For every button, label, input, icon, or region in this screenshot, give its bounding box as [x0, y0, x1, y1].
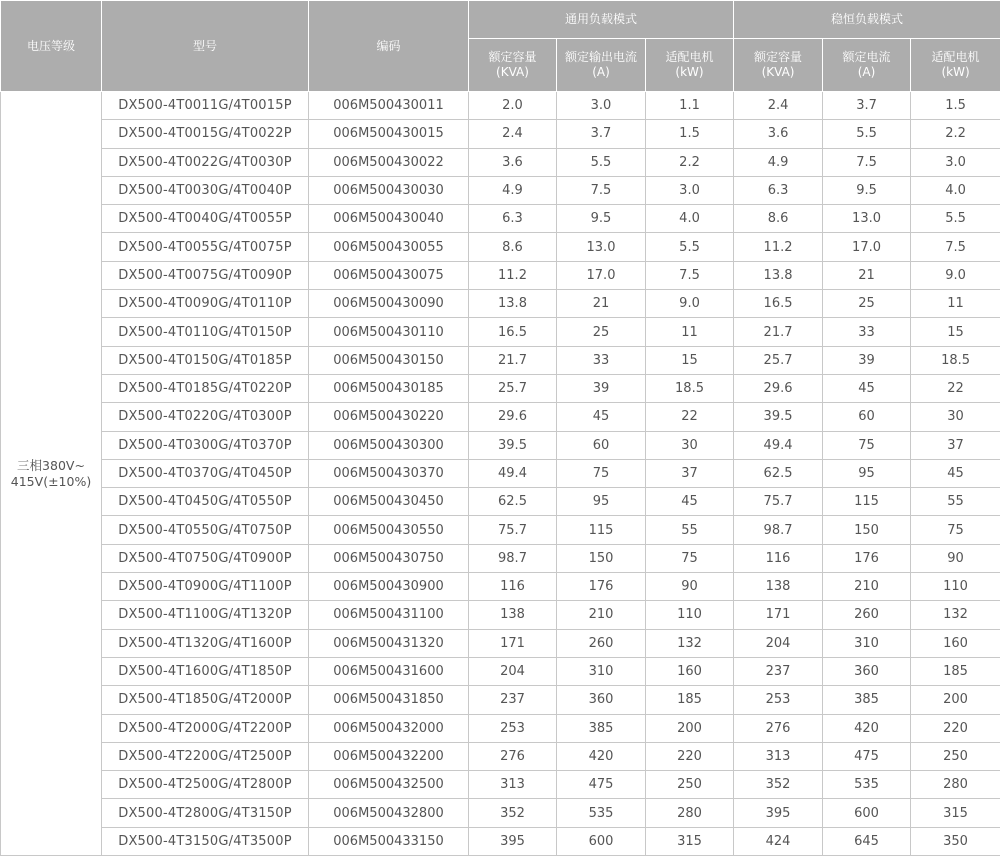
- stable-motor-cell: 45: [911, 459, 1000, 487]
- stable-motor-cell: 22: [911, 374, 1000, 402]
- table-row: [1, 629, 1000, 657]
- general-current-cell: 17.0: [557, 261, 646, 289]
- stable-current-cell: 95: [823, 459, 911, 487]
- stable-current-cell: 17.0: [823, 233, 911, 261]
- table-row: [1, 290, 1000, 318]
- general-current-cell: 260: [557, 629, 646, 657]
- stable-motor-cell: 315: [911, 799, 1000, 827]
- general-capacity-cell: 313: [469, 771, 557, 799]
- table-row: [1, 601, 1000, 629]
- general-current-cell: 3.7: [557, 120, 646, 148]
- table-row: [1, 176, 1000, 204]
- model-cell: DX500-4T0011G/4T0015P: [102, 92, 309, 120]
- general-motor-cell: 22: [646, 403, 734, 431]
- code-cell: 006M500430055: [309, 233, 469, 261]
- table-row: [1, 516, 1000, 544]
- code-cell: 006M500430110: [309, 318, 469, 346]
- stable-capacity-cell: 171: [734, 601, 823, 629]
- table-row: [1, 403, 1000, 431]
- table-body: [1, 92, 1000, 856]
- header-unit: (A): [857, 65, 876, 79]
- stable-current-cell: 150: [823, 516, 911, 544]
- header-label: 适配电机: [931, 50, 980, 64]
- general-motor-cell: 132: [646, 629, 734, 657]
- stable-current-cell: 39: [823, 346, 911, 374]
- general-capacity-cell: 204: [469, 657, 557, 685]
- header-general-capacity: [469, 39, 557, 92]
- general-capacity-cell: 237: [469, 686, 557, 714]
- stable-current-cell: 60: [823, 403, 911, 431]
- model-cell: DX500-4T0370G/4T0450P: [102, 459, 309, 487]
- model-cell: DX500-4T1850G/4T2000P: [102, 686, 309, 714]
- general-capacity-cell: 8.6: [469, 233, 557, 261]
- table-row: [1, 233, 1000, 261]
- table-row: [1, 799, 1000, 827]
- code-cell: 006M500431850: [309, 686, 469, 714]
- stable-capacity-cell: 204: [734, 629, 823, 657]
- model-cell: DX500-4T0075G/4T0090P: [102, 261, 309, 289]
- stable-current-cell: 21: [823, 261, 911, 289]
- code-cell: 006M500430040: [309, 205, 469, 233]
- general-motor-cell: 7.5: [646, 261, 734, 289]
- general-motor-cell: 37: [646, 459, 734, 487]
- code-cell: 006M500431100: [309, 601, 469, 629]
- header-unit: (KVA): [496, 65, 529, 79]
- code-cell: 006M500430750: [309, 544, 469, 572]
- table-row: [1, 686, 1000, 714]
- general-capacity-cell: 116: [469, 573, 557, 601]
- stable-capacity-cell: 313: [734, 742, 823, 770]
- code-cell: 006M500430220: [309, 403, 469, 431]
- code-cell: 006M500431320: [309, 629, 469, 657]
- code-cell: 006M500432200: [309, 742, 469, 770]
- general-motor-cell: 5.5: [646, 233, 734, 261]
- general-capacity-cell: 4.9: [469, 176, 557, 204]
- stable-current-cell: 260: [823, 601, 911, 629]
- model-cell: DX500-4T0300G/4T0370P: [102, 431, 309, 459]
- general-capacity-cell: 2.4: [469, 120, 557, 148]
- stable-motor-cell: 18.5: [911, 346, 1000, 374]
- general-capacity-cell: 25.7: [469, 374, 557, 402]
- general-capacity-cell: 98.7: [469, 544, 557, 572]
- general-current-cell: 60: [557, 431, 646, 459]
- general-motor-cell: 18.5: [646, 374, 734, 402]
- code-cell: 006M500430900: [309, 573, 469, 601]
- stable-motor-cell: 15: [911, 318, 1000, 346]
- stable-current-cell: 45: [823, 374, 911, 402]
- stable-capacity-cell: 75.7: [734, 488, 823, 516]
- stable-current-cell: 210: [823, 573, 911, 601]
- table-row: [1, 261, 1000, 289]
- stable-capacity-cell: 21.7: [734, 318, 823, 346]
- general-capacity-cell: 138: [469, 601, 557, 629]
- general-motor-cell: 315: [646, 827, 734, 855]
- header-label: 额定容量: [488, 50, 537, 64]
- stable-capacity-cell: 16.5: [734, 290, 823, 318]
- stable-motor-cell: 9.0: [911, 261, 1000, 289]
- table-row: [1, 346, 1000, 374]
- stable-capacity-cell: 11.2: [734, 233, 823, 261]
- general-motor-cell: 55: [646, 516, 734, 544]
- stable-motor-cell: 110: [911, 573, 1000, 601]
- stable-capacity-cell: 29.6: [734, 374, 823, 402]
- code-cell: 006M500430090: [309, 290, 469, 318]
- general-motor-cell: 1.5: [646, 120, 734, 148]
- general-capacity-cell: 49.4: [469, 459, 557, 487]
- model-cell: DX500-4T0022G/4T0030P: [102, 148, 309, 176]
- model-cell: DX500-4T2200G/4T2500P: [102, 742, 309, 770]
- header-label: 额定电流: [842, 50, 891, 64]
- general-motor-cell: 11: [646, 318, 734, 346]
- general-current-cell: 535: [557, 799, 646, 827]
- header-label: 适配电机: [665, 50, 714, 64]
- stable-current-cell: 360: [823, 657, 911, 685]
- model-cell: DX500-4T1320G/4T1600P: [102, 629, 309, 657]
- general-current-cell: 3.0: [557, 92, 646, 120]
- header-voltage-level: 电压等级: [1, 1, 102, 92]
- general-capacity-cell: 3.6: [469, 148, 557, 176]
- header-code: 编码: [309, 1, 469, 92]
- stable-capacity-cell: 98.7: [734, 516, 823, 544]
- general-current-cell: 9.5: [557, 205, 646, 233]
- model-cell: DX500-4T1600G/4T1850P: [102, 657, 309, 685]
- general-motor-cell: 280: [646, 799, 734, 827]
- stable-current-cell: 385: [823, 686, 911, 714]
- stable-motor-cell: 90: [911, 544, 1000, 572]
- stable-current-cell: 176: [823, 544, 911, 572]
- model-cell: DX500-4T0015G/4T0022P: [102, 120, 309, 148]
- stable-capacity-cell: 25.7: [734, 346, 823, 374]
- model-cell: DX500-4T0220G/4T0300P: [102, 403, 309, 431]
- stable-current-cell: 475: [823, 742, 911, 770]
- stable-capacity-cell: 6.3: [734, 176, 823, 204]
- stable-current-cell: 25: [823, 290, 911, 318]
- table-header: [1, 1, 1000, 92]
- general-motor-cell: 4.0: [646, 205, 734, 233]
- general-motor-cell: 3.0: [646, 176, 734, 204]
- code-cell: 006M500430015: [309, 120, 469, 148]
- general-current-cell: 475: [557, 771, 646, 799]
- model-cell: DX500-4T0055G/4T0075P: [102, 233, 309, 261]
- general-current-cell: 21: [557, 290, 646, 318]
- stable-capacity-cell: 253: [734, 686, 823, 714]
- header-unit: (A): [592, 65, 610, 79]
- model-cell: DX500-4T0450G/4T0550P: [102, 488, 309, 516]
- general-current-cell: 45: [557, 403, 646, 431]
- stable-motor-cell: 55: [911, 488, 1000, 516]
- stable-motor-cell: 160: [911, 629, 1000, 657]
- general-motor-cell: 9.0: [646, 290, 734, 318]
- general-motor-cell: 1.1: [646, 92, 734, 120]
- table-row: [1, 827, 1000, 855]
- stable-capacity-cell: 237: [734, 657, 823, 685]
- code-cell: 006M500430022: [309, 148, 469, 176]
- header-general-current: [557, 39, 646, 92]
- header-label: 额定输出电流: [564, 50, 637, 64]
- general-current-cell: 39: [557, 374, 646, 402]
- stable-current-cell: 115: [823, 488, 911, 516]
- stable-motor-cell: 350: [911, 827, 1000, 855]
- general-motor-cell: 90: [646, 573, 734, 601]
- header-stable-motor: [911, 39, 1000, 92]
- general-current-cell: 420: [557, 742, 646, 770]
- stable-motor-cell: 185: [911, 657, 1000, 685]
- general-capacity-cell: 62.5: [469, 488, 557, 516]
- table-row: [1, 205, 1000, 233]
- stable-current-cell: 33: [823, 318, 911, 346]
- general-motor-cell: 185: [646, 686, 734, 714]
- table-row: [1, 459, 1000, 487]
- stable-capacity-cell: 4.9: [734, 148, 823, 176]
- general-capacity-cell: 276: [469, 742, 557, 770]
- stable-current-cell: 420: [823, 714, 911, 742]
- table-row: [1, 92, 1000, 120]
- general-capacity-cell: 2.0: [469, 92, 557, 120]
- general-motor-cell: 110: [646, 601, 734, 629]
- stable-current-cell: 535: [823, 771, 911, 799]
- general-current-cell: 150: [557, 544, 646, 572]
- general-current-cell: 360: [557, 686, 646, 714]
- header-stable-current: [823, 39, 911, 92]
- general-motor-cell: 2.2: [646, 148, 734, 176]
- model-cell: DX500-4T2000G/4T2200P: [102, 714, 309, 742]
- table-row: [1, 431, 1000, 459]
- header-unit: (KVA): [761, 65, 795, 79]
- stable-motor-cell: 5.5: [911, 205, 1000, 233]
- header-general-mode: 通用负载模式: [469, 1, 734, 39]
- model-cell: DX500-4T1100G/4T1320P: [102, 601, 309, 629]
- code-cell: 006M500430150: [309, 346, 469, 374]
- general-current-cell: 13.0: [557, 233, 646, 261]
- table-row: [1, 573, 1000, 601]
- code-cell: 006M500432800: [309, 799, 469, 827]
- general-capacity-cell: 253: [469, 714, 557, 742]
- table-row: [1, 771, 1000, 799]
- header-label: 额定容量: [754, 50, 803, 64]
- model-cell: DX500-4T0090G/4T0110P: [102, 290, 309, 318]
- model-cell: DX500-4T2500G/4T2800P: [102, 771, 309, 799]
- header-unit: (kW): [675, 65, 704, 79]
- general-motor-cell: 15: [646, 346, 734, 374]
- stable-current-cell: 645: [823, 827, 911, 855]
- code-cell: 006M500432000: [309, 714, 469, 742]
- table-row: [1, 148, 1000, 176]
- stable-motor-cell: 75: [911, 516, 1000, 544]
- stable-motor-cell: 30: [911, 403, 1000, 431]
- general-capacity-cell: 16.5: [469, 318, 557, 346]
- stable-current-cell: 600: [823, 799, 911, 827]
- general-capacity-cell: 13.8: [469, 290, 557, 318]
- code-cell: 006M500433150: [309, 827, 469, 855]
- stable-capacity-cell: 49.4: [734, 431, 823, 459]
- stable-motor-cell: 250: [911, 742, 1000, 770]
- general-current-cell: 115: [557, 516, 646, 544]
- stable-capacity-cell: 138: [734, 573, 823, 601]
- table-row: [1, 488, 1000, 516]
- voltage-line: 三相380V~: [17, 457, 85, 473]
- stable-motor-cell: 3.0: [911, 148, 1000, 176]
- stable-motor-cell: 220: [911, 714, 1000, 742]
- stable-motor-cell: 2.2: [911, 120, 1000, 148]
- general-capacity-cell: 352: [469, 799, 557, 827]
- general-motor-cell: 30: [646, 431, 734, 459]
- general-capacity-cell: 29.6: [469, 403, 557, 431]
- code-cell: 006M500430075: [309, 261, 469, 289]
- stable-capacity-cell: 424: [734, 827, 823, 855]
- general-capacity-cell: 171: [469, 629, 557, 657]
- general-current-cell: 25: [557, 318, 646, 346]
- model-cell: DX500-4T0150G/4T0185P: [102, 346, 309, 374]
- stable-motor-cell: 7.5: [911, 233, 1000, 261]
- general-capacity-cell: 395: [469, 827, 557, 855]
- model-cell: DX500-4T0550G/4T0750P: [102, 516, 309, 544]
- code-cell: 006M500430030: [309, 176, 469, 204]
- stable-motor-cell: 132: [911, 601, 1000, 629]
- general-current-cell: 95: [557, 488, 646, 516]
- stable-capacity-cell: 395: [734, 799, 823, 827]
- stable-current-cell: 75: [823, 431, 911, 459]
- stable-motor-cell: 11: [911, 290, 1000, 318]
- general-current-cell: 7.5: [557, 176, 646, 204]
- table-row: [1, 120, 1000, 148]
- general-current-cell: 5.5: [557, 148, 646, 176]
- code-cell: 006M500430370: [309, 459, 469, 487]
- general-capacity-cell: 75.7: [469, 516, 557, 544]
- table-row: [1, 318, 1000, 346]
- general-current-cell: 176: [557, 573, 646, 601]
- stable-motor-cell: 280: [911, 771, 1000, 799]
- stable-motor-cell: 4.0: [911, 176, 1000, 204]
- general-current-cell: 385: [557, 714, 646, 742]
- table-row: [1, 374, 1000, 402]
- stable-motor-cell: 1.5: [911, 92, 1000, 120]
- stable-current-cell: 5.5: [823, 120, 911, 148]
- model-cell: DX500-4T0110G/4T0150P: [102, 318, 309, 346]
- code-cell: 006M500430450: [309, 488, 469, 516]
- model-cell: DX500-4T3150G/4T3500P: [102, 827, 309, 855]
- stable-current-cell: 9.5: [823, 176, 911, 204]
- model-cell: DX500-4T0185G/4T0220P: [102, 374, 309, 402]
- header-general-motor: [646, 39, 734, 92]
- stable-motor-cell: 37: [911, 431, 1000, 459]
- general-current-cell: 33: [557, 346, 646, 374]
- model-cell: DX500-4T0900G/4T1100P: [102, 573, 309, 601]
- stable-capacity-cell: 3.6: [734, 120, 823, 148]
- stable-capacity-cell: 2.4: [734, 92, 823, 120]
- general-capacity-cell: 21.7: [469, 346, 557, 374]
- stable-capacity-cell: 276: [734, 714, 823, 742]
- stable-motor-cell: 200: [911, 686, 1000, 714]
- header-unit: (kW): [941, 65, 970, 79]
- general-motor-cell: 45: [646, 488, 734, 516]
- voltage-level-cell: [1, 92, 102, 856]
- stable-current-cell: 310: [823, 629, 911, 657]
- model-cell: DX500-4T0750G/4T0900P: [102, 544, 309, 572]
- table-row: [1, 544, 1000, 572]
- voltage-line: 415V(±10%): [10, 473, 92, 489]
- general-motor-cell: 250: [646, 771, 734, 799]
- general-capacity-cell: 39.5: [469, 431, 557, 459]
- code-cell: 006M500432500: [309, 771, 469, 799]
- header-model: 型号: [102, 1, 309, 92]
- code-cell: 006M500430011: [309, 92, 469, 120]
- stable-capacity-cell: 39.5: [734, 403, 823, 431]
- general-motor-cell: 200: [646, 714, 734, 742]
- general-motor-cell: 160: [646, 657, 734, 685]
- model-cell: DX500-4T0040G/4T0055P: [102, 205, 309, 233]
- general-capacity-cell: 11.2: [469, 261, 557, 289]
- general-capacity-cell: 6.3: [469, 205, 557, 233]
- model-cell: DX500-4T2800G/4T3150P: [102, 799, 309, 827]
- stable-capacity-cell: 352: [734, 771, 823, 799]
- table-row: [1, 742, 1000, 770]
- stable-capacity-cell: 116: [734, 544, 823, 572]
- general-current-cell: 310: [557, 657, 646, 685]
- model-cell: DX500-4T0030G/4T0040P: [102, 176, 309, 204]
- stable-capacity-cell: 62.5: [734, 459, 823, 487]
- general-motor-cell: 75: [646, 544, 734, 572]
- general-motor-cell: 220: [646, 742, 734, 770]
- stable-capacity-cell: 8.6: [734, 205, 823, 233]
- stable-capacity-cell: 13.8: [734, 261, 823, 289]
- stable-current-cell: 13.0: [823, 205, 911, 233]
- code-cell: 006M500430185: [309, 374, 469, 402]
- table-row: [1, 657, 1000, 685]
- general-current-cell: 600: [557, 827, 646, 855]
- table-row: [1, 714, 1000, 742]
- code-cell: 006M500431600: [309, 657, 469, 685]
- stable-current-cell: 7.5: [823, 148, 911, 176]
- code-cell: 006M500430300: [309, 431, 469, 459]
- stable-current-cell: 3.7: [823, 92, 911, 120]
- code-cell: 006M500430550: [309, 516, 469, 544]
- general-current-cell: 75: [557, 459, 646, 487]
- general-current-cell: 210: [557, 601, 646, 629]
- header-stable-capacity: [734, 39, 823, 92]
- header-stable-mode: 稳恒负载模式: [734, 1, 1000, 39]
